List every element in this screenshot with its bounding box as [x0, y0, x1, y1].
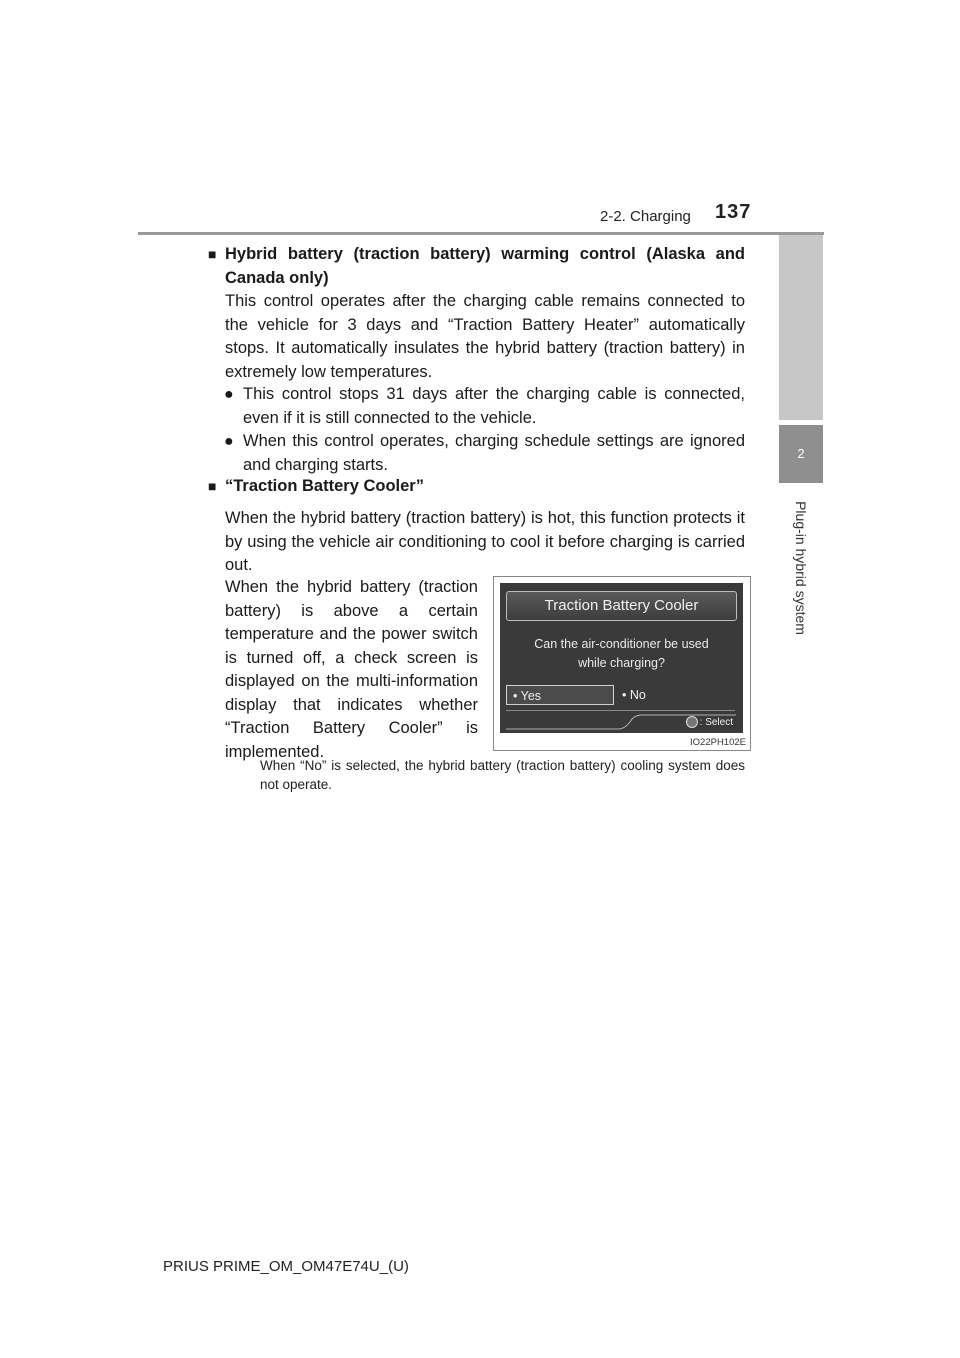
- screen-title: Traction Battery Cooler: [506, 591, 737, 621]
- select-hint: : Select: [686, 716, 733, 730]
- screen-question-line-1: Can the air-conditioner be used: [534, 637, 709, 651]
- warming-body: This control operates after the charging cable remains connected to the vehicle for 3 days and “Traction Battery Heater” automatically stops. It automatically insulates the hybrid battery (traction battery) in extremely low temperatures.: [225, 292, 745, 381]
- display-illustration: [493, 576, 751, 751]
- page-number: 137: [715, 201, 752, 223]
- cooler-body: When the hybrid battery (traction battery) is hot, this function protects it by using the vehicle air conditioning to cool it before charging is carried out.: [225, 509, 745, 574]
- footer-doc-id: PRIUS PRIME_OM_OM47E74U_(U): [163, 1258, 409, 1275]
- option-no: • No: [622, 688, 646, 702]
- warming-bullet-1: ● This control stops 31 days after the charging cable is connected, even if it is still connected to the vehicle.: [224, 385, 745, 427]
- cooler-note: When “No” is selected, the hybrid battery (traction battery) cooling system does not operate.: [260, 758, 745, 792]
- multi-information-display: [500, 583, 743, 733]
- dial-icon: [686, 716, 698, 728]
- header-rule: [138, 232, 824, 235]
- section-heading-warming: ■ Hybrid battery (traction battery) warming control (Alaska and Canada only): [225, 242, 745, 290]
- section-heading-cooler: ■ “Traction Battery Cooler”: [225, 474, 424, 498]
- screen-question-line-2: while charging?: [578, 656, 665, 670]
- option-yes: • Yes: [506, 685, 614, 705]
- section-title: 2-2. Charging: [600, 208, 691, 225]
- round-bullet-icon: ●: [224, 386, 234, 403]
- cooler-body-2: When the hybrid battery (traction battery) is above a certain temperature and the power switch is turned off, a check screen is displayed on the multi-information display that indicates whether “Traction Battery Cooler” is implemented.: [225, 578, 478, 761]
- chapter-label-tab: [779, 483, 823, 653]
- side-tab-bar: [779, 235, 823, 420]
- square-bullet-icon: ■: [208, 478, 217, 494]
- chapter-label: Plug-in hybrid system: [793, 501, 809, 635]
- warming-bullet-2: ● When this control operates, charging schedule settings are ignored and charging starts.: [224, 432, 745, 474]
- square-bullet-icon: ■: [208, 246, 217, 262]
- figure-code: IO22PH102E: [690, 737, 746, 748]
- round-bullet-icon: ●: [224, 433, 234, 450]
- chapter-number-tab: 2: [779, 425, 823, 483]
